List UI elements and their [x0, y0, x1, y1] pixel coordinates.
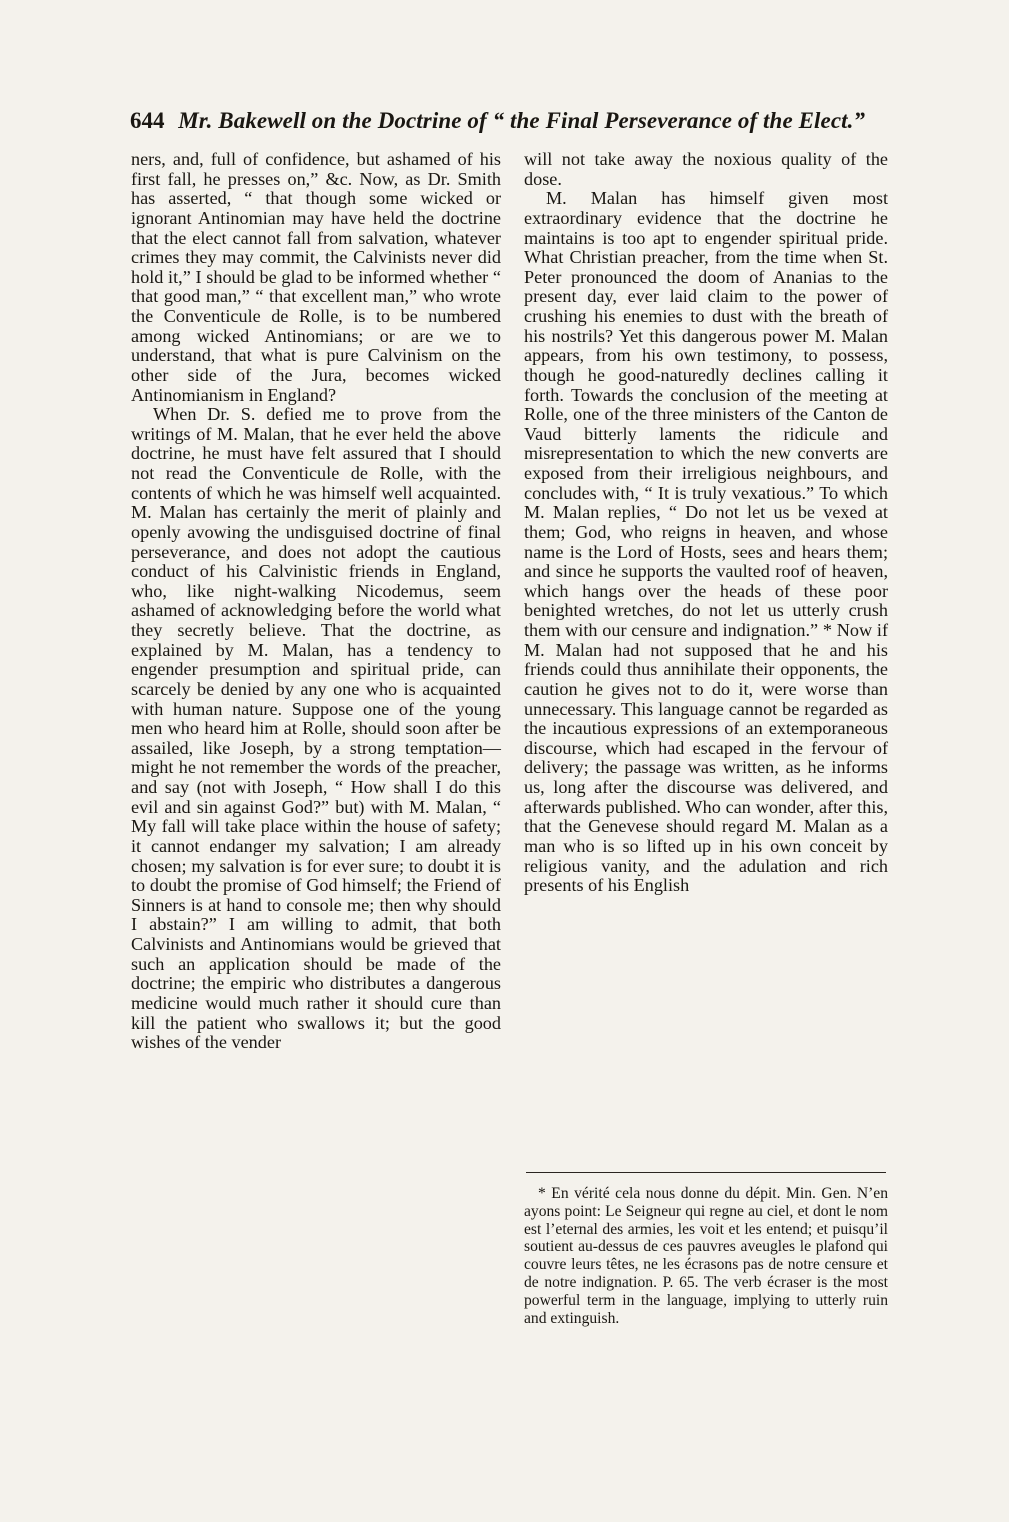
footnote-rule: [526, 1172, 886, 1173]
right-column: [524, 150, 888, 896]
running-title: Mr. Bakewell on the Doctrine of “ the Final Perseverance of the Elect.”: [178, 108, 866, 133]
right-paragraph-1: will not take away the noxious quality of the dose.: [524, 149, 888, 189]
left-column: [131, 150, 501, 1053]
left-paragraph-1: ners, and, full of confidence, but ashamed of his first fall, he presses on,” &c. Now, as Dr. Smith has asserted, “ that though some wicked or ignorant Antinomian may have held the doctrine that the elect cannot fall from salvation, whatever crimes they may commit, the Calvinists never did hold it,” I should be glad to be informed whether “ that good man,” “ that excellent man,” who wrote the Conventicule de Rolle, is to be numbered among wicked Antinomians; or are we to understand, that what is pure Calvinism on the other side of the Jura, becomes wicked Antinomianism in England?: [131, 149, 501, 405]
page-number: 644: [130, 108, 165, 133]
right-paragraph-2: M. Malan has himself given most extraordinary evidence that the doctrine he maintains is too apt to engender spiritual pride. What Christian preacher, from the time when St. Peter pronounced the doom of Ananias to the present day, ever laid claim to the power of crushing his enemies to dust with the breath of his nostrils? Yet this dangerous power M. Malan appears, from his own testimony, to possess, though he good-naturedly declines calling it forth. Towards the conclusion of the meeting at Rolle, one of the three ministers of the Canton de Vaud bitterly laments the ridicule and misrepresentation to which the new converts are exposed from their irreligious neighbours, and concludes with, “ It is truly vexatious.” To which M. Malan replies, “ Do not let us be vexed at them; God, who reigns in heaven, and whose name is the Lord of Hosts, sees and hears them; and since he supports the vaulted roof of heaven, which hangs over the heads of these poor benighted wretches, do not let us utterly crush them with our censure and indignation.” * Now if M. Malan had not supposed that he and his friends could thus annihilate their opponents, the caution he gives not to do it, were worse than unnecessary. This language cannot be regarded as the incautious expressions of an extemporaneous discourse, which had escaped in the fervour of delivery; the passage was written, as he informs us, long after the discourse was delivered, and afterwards published. Who can wonder, after this, that the Genevese should regard M. Malan as a man who is so lifted up in his own conceit by religious vanity, and the adulation and rich presents of his English: [524, 188, 888, 896]
footnote: * En vérité cela nous donne du dépit. Min. Gen. N’en ayons point: Le Seigneur qui regne au ciel, et dont le nom est l’eternal des armies, les voit et les entend; et puisqu’il soutient au-dessus de ces pauvres aveugles le plafond qui couvre leurs têtes, ne les écrasons pas de notre censure et de notre indignation. P. 65. The verb écraser is the most powerful term in the language, implying to utterly ruin and extinguish.: [524, 1185, 888, 1327]
running-head: [130, 106, 890, 136]
left-paragraph-2: When Dr. S. defied me to prove from the writings of M. Malan, that he ever held the above doctrine, he must have felt assured that I should not read the Conventicule de Rolle, with the contents of which he was himself well acquainted. M. Malan has certainly the merit of plainly and openly avowing the undisguised doctrine of final perseverance, and does not adopt the cautious conduct of his Calvinistic friends in England, who, like night-walking Nicodemus, seem ashamed of acknowledging before the world what they secretly believe. That the doctrine, as explained by M. Malan, has a tendency to engender presumption and spiritual pride, can scarcely be denied by any one who is acquainted with human nature. Suppose one of the young men who heard him at Rolle, should soon after be assailed, like Joseph, by a strong temptation—might he not remember the words of the preacher, and say (not with Joseph, “ How shall I do this evil and sin against God?” but) with M. Malan, “ My fall will take place within the house of safety; it cannot endanger my salvation; I am already chosen; my salvation is for ever sure; to doubt it is to doubt the promise of God himself; the Friend of Sinners is at hand to console me; then why should I abstain?” I am willing to admit, that both Calvinists and Antinomians would be grieved that such an application should be made of the doctrine; the empiric who distributes a dangerous medicine would much rather it should cure than kill the patient who swallows it; but the good wishes of the vender: [131, 404, 501, 1053]
